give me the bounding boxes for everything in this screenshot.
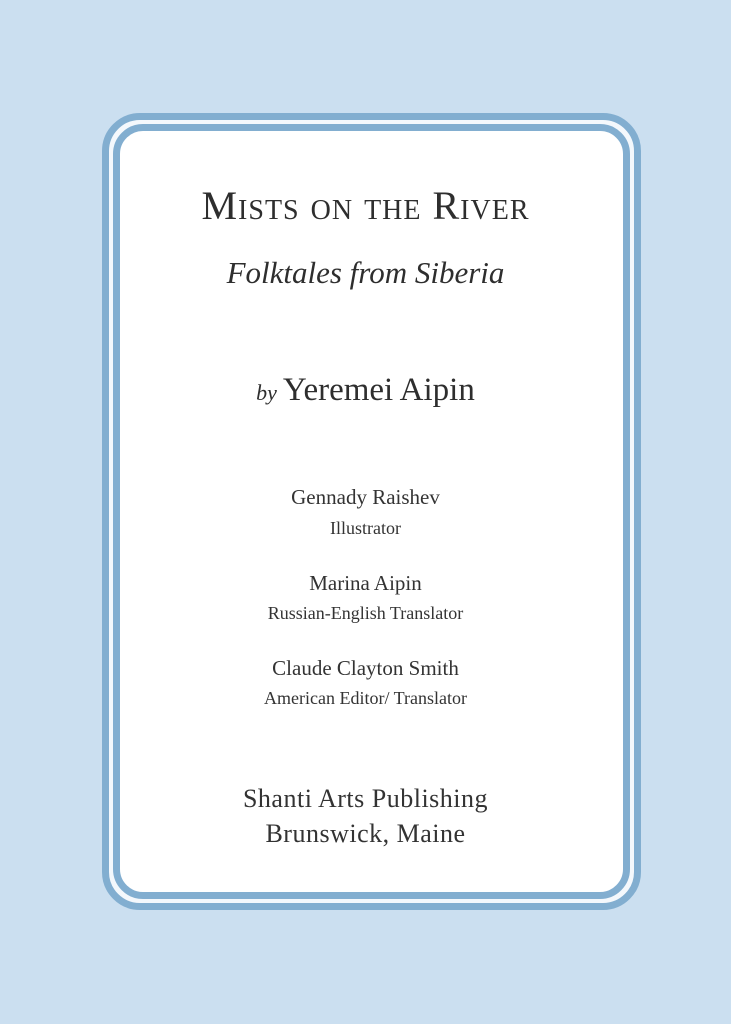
book-title: Mists on the River (201, 183, 530, 228)
byline (0, 374, 731, 407)
book-subtitle: Folktales from Siberia (226, 255, 505, 290)
author-name: Yeremei Aipin (282, 372, 475, 408)
credit-name-editor: Claude Clayton Smith (272, 656, 459, 680)
credit-role-illustrator: Illustrator (330, 518, 401, 538)
byline-prefix: by (256, 380, 277, 405)
credit-role-translator: Russian-English Translator (267, 603, 464, 623)
publisher-name: Shanti Arts Publishing (242, 784, 489, 813)
credit-role-editor: American Editor/ Translator (264, 688, 467, 708)
publisher-location: Brunswick, Maine (265, 819, 466, 848)
credit-name-illustrator: Gennady Raishev (291, 485, 440, 509)
credit-name-translator: Marina Aipin (309, 571, 422, 595)
inner-frame-border (113, 124, 630, 899)
